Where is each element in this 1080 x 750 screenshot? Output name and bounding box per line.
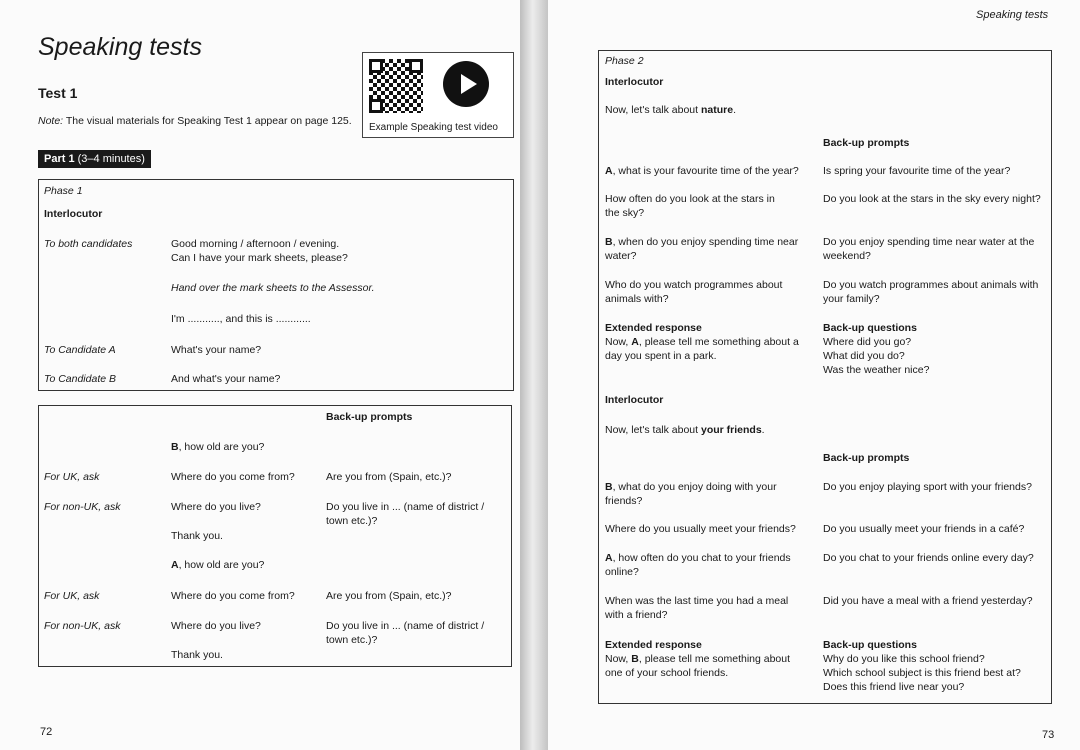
prompt-chat-online: Do you chat to your friends online every day? — [823, 552, 1034, 564]
phase-label: Phase 2 — [605, 55, 644, 67]
prompt-meal: Did you have a meal with a friend yesterday? — [823, 595, 1033, 607]
question-stars-line1: How often do you look at the stars in — [605, 193, 775, 205]
prompt-meet-friends: Do you usually meet your friends in a café? — [823, 523, 1025, 535]
page-number: 73 — [1042, 729, 1055, 741]
question-meal-line1: When was the last time you had a meal — [605, 595, 789, 607]
name-question-b: And what's your name? — [171, 373, 281, 385]
prompt-stars: Do you look at the stars in the sky every night? — [823, 193, 1041, 205]
backup-prompts-header: Back-up prompts — [823, 452, 910, 464]
question-chat-online-line2: online? — [605, 566, 639, 578]
for-uk-ask: For UK, ask — [44, 471, 100, 483]
extended-response-park-line2: day you spent in a park. — [605, 350, 717, 362]
video-caption: Example Speaking test video — [369, 122, 498, 133]
to-candidate-a: To Candidate A — [44, 344, 116, 356]
question-chat-online-line1: A, how often do you chat to your friends — [605, 552, 791, 564]
backup-prompts-header: Back-up prompts — [823, 137, 910, 149]
origin-prompt: Are you from (Spain, etc.)? — [326, 590, 452, 602]
phase-label: Phase 1 — [44, 185, 83, 197]
extended-response-label: Extended response — [605, 322, 702, 334]
phase2-box — [598, 50, 1052, 704]
backup-question: Which school subject is this friend best at? — [823, 667, 1021, 679]
play-icon[interactable] — [443, 61, 489, 107]
question-water-line1: B, when do you enjoy spending time near — [605, 236, 799, 248]
origin-question: Where do you come from? — [171, 471, 295, 483]
part-badge — [38, 150, 151, 168]
for-uk-ask: For UK, ask — [44, 590, 100, 602]
backup-questions-label: Back-up questions — [823, 322, 917, 334]
prompt-water-line1: Do you enjoy spending time near water at the — [823, 236, 1035, 248]
interlocutor-label: Interlocutor — [44, 208, 103, 220]
topic-intro-friends: Now, let's talk about your friends. — [605, 424, 765, 436]
qr-code-icon — [369, 59, 423, 113]
backup-prompts-box — [38, 405, 512, 667]
prompt-favourite-time: Is spring your favourite time of the year? — [823, 165, 1011, 177]
backup-question: Was the weather nice? — [823, 364, 930, 376]
example-video-box[interactable] — [362, 52, 514, 138]
backup-question: Does this friend live near you? — [823, 681, 965, 693]
thank-you: Thank you. — [171, 530, 223, 542]
interlocutor-label: Interlocutor — [605, 394, 664, 406]
part-time: (3–4 minutes) — [77, 153, 145, 165]
mark-sheets-line: Can I have your mark sheets, please? — [171, 252, 348, 264]
residence-prompt-line2: town etc.)? — [326, 634, 378, 646]
running-header: Speaking tests — [976, 9, 1049, 21]
introduction-line: I'm ..........., and this is ............ — [171, 313, 311, 325]
age-question-a: A, how old are you? — [171, 559, 265, 571]
residence-prompt-line2: town etc.)? — [326, 515, 378, 527]
phase1-box — [38, 179, 514, 391]
note-label: Note: — [38, 115, 64, 127]
extended-response-friend-line2: one of your school friends. — [605, 667, 729, 679]
prompt-animals-line2: your family? — [823, 293, 880, 305]
greeting-line: Good morning / afternoon / evening. — [171, 238, 340, 250]
backup-question: What did you do? — [823, 350, 905, 362]
thank-you: Thank you. — [171, 649, 223, 661]
question-favourite-time: A, what is your favourite time of the year? — [605, 165, 799, 177]
prompt-friends-activity: Do you enjoy playing sport with your friends? — [823, 481, 1032, 493]
to-both-candidates: To both candidates — [44, 238, 133, 250]
right-page — [548, 0, 1080, 750]
interlocutor-label: Interlocutor — [605, 76, 664, 88]
visual-materials-note — [38, 114, 352, 128]
origin-question: Where do you come from? — [171, 590, 295, 602]
age-question-b: B, how old are you? — [171, 441, 265, 453]
question-water-line2: water? — [605, 250, 637, 262]
part-label: Part 1 — [44, 153, 75, 165]
book-gutter — [520, 0, 548, 750]
question-friends-activity-line2: friends? — [605, 495, 643, 507]
backup-prompts-header: Back-up prompts — [326, 411, 413, 423]
extended-response-label: Extended response — [605, 639, 702, 651]
question-meal-line2: with a friend? — [605, 609, 668, 621]
backup-questions-label: Back-up questions — [823, 639, 917, 651]
extended-response-park-line1: Now, A, please tell me something about a — [605, 336, 799, 348]
origin-prompt: Are you from (Spain, etc.)? — [326, 471, 452, 483]
page-number: 72 — [40, 726, 53, 738]
residence-prompt-line1: Do you live in ... (name of district / — [326, 501, 485, 513]
backup-question: Where did you go? — [823, 336, 912, 348]
question-meet-friends: Where do you usually meet your friends? — [605, 523, 796, 535]
for-non-uk-ask: For non-UK, ask — [44, 620, 121, 632]
left-page — [0, 0, 520, 750]
note-text: The visual materials for Speaking Test 1 appear on page 125. — [65, 115, 352, 127]
page-title: Speaking tests — [38, 33, 202, 61]
residence-question: Where do you live? — [171, 501, 261, 513]
name-question-a: What's your name? — [171, 344, 262, 356]
topic-intro-nature: Now, let's talk about nature. — [605, 104, 736, 116]
to-candidate-b: To Candidate B — [44, 373, 116, 385]
prompt-water-line2: weekend? — [823, 250, 871, 262]
question-friends-activity-line1: B, what do you enjoy doing with your — [605, 481, 777, 493]
test-title: Test 1 — [38, 85, 78, 101]
prompt-animals-line1: Do you watch programmes about animals with — [823, 279, 1039, 291]
hand-over-instruction: Hand over the mark sheets to the Assessor. — [171, 282, 375, 294]
question-animals-line2: animals with? — [605, 293, 669, 305]
question-stars-line2: the sky? — [605, 207, 645, 219]
backup-question: Why do you like this school friend? — [823, 653, 985, 665]
for-non-uk-ask: For non-UK, ask — [44, 501, 121, 513]
question-animals-line1: Who do you watch programmes about — [605, 279, 783, 291]
residence-prompt-line1: Do you live in ... (name of district / — [326, 620, 485, 632]
residence-question: Where do you live? — [171, 620, 261, 632]
extended-response-friend-line1: Now, B, please tell me something about — [605, 653, 791, 665]
